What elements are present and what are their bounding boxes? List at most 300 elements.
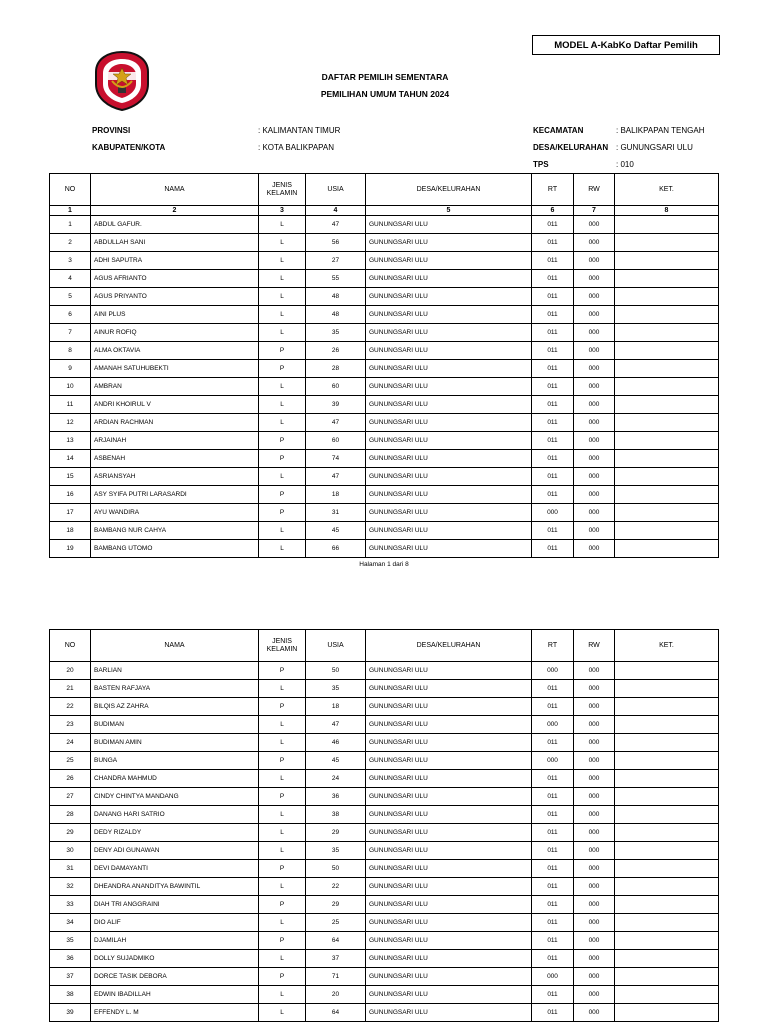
table-row <box>50 770 719 788</box>
cell-rt: 000 <box>532 752 574 770</box>
cell-usia: 71 <box>306 968 366 986</box>
cell-jenis-kelamin: L <box>259 806 306 824</box>
cell-usia: 45 <box>306 522 366 540</box>
cell-ket <box>615 716 719 734</box>
col-number: 5 <box>366 206 532 216</box>
col-header-jenis-kelamin: JENIS KELAMIN <box>259 174 306 206</box>
cell-desa: GUNUNGSARI ULU <box>366 878 532 896</box>
cell-usia: 47 <box>306 216 366 234</box>
cell-no: 39 <box>50 1004 91 1022</box>
cell-nama: ABDUL GAFUR. <box>91 216 259 234</box>
voter-table-page-1 <box>49 173 719 558</box>
cell-usia: 35 <box>306 842 366 860</box>
cell-ket <box>615 486 719 504</box>
cell-usia: 24 <box>306 770 366 788</box>
cell-ket <box>615 752 719 770</box>
cell-usia: 38 <box>306 806 366 824</box>
table-row <box>50 824 719 842</box>
cell-no: 9 <box>50 360 91 378</box>
cell-jenis-kelamin: L <box>259 914 306 932</box>
cell-rw: 000 <box>574 698 615 716</box>
table-row <box>50 752 719 770</box>
table-row <box>50 288 719 306</box>
cell-rt: 011 <box>532 1004 574 1022</box>
cell-desa: GUNUNGSARI ULU <box>366 860 532 878</box>
cell-rt: 011 <box>532 252 574 270</box>
cell-desa: GUNUNGSARI ULU <box>366 270 532 288</box>
table-row <box>50 698 719 716</box>
cell-desa: GUNUNGSARI ULU <box>366 968 532 986</box>
cell-desa: GUNUNGSARI ULU <box>366 378 532 396</box>
cell-rt: 011 <box>532 770 574 788</box>
cell-usia: 18 <box>306 698 366 716</box>
cell-usia: 22 <box>306 878 366 896</box>
cell-ket <box>615 788 719 806</box>
cell-jenis-kelamin: P <box>259 504 306 522</box>
col-number: 4 <box>306 206 366 216</box>
cell-no: 23 <box>50 716 91 734</box>
cell-nama: CHANDRA MAHMUD <box>91 770 259 788</box>
cell-no: 10 <box>50 378 91 396</box>
cell-desa: GUNUNGSARI ULU <box>366 680 532 698</box>
table-row <box>50 450 719 468</box>
table-row <box>50 662 719 680</box>
col-header-nama: NAMA <box>91 174 259 206</box>
cell-ket <box>615 450 719 468</box>
cell-nama: DIO ALIF <box>91 914 259 932</box>
cell-usia: 35 <box>306 324 366 342</box>
table-header-row <box>50 630 719 662</box>
cell-desa: GUNUNGSARI ULU <box>366 896 532 914</box>
cell-desa: GUNUNGSARI ULU <box>366 788 532 806</box>
cell-no: 21 <box>50 680 91 698</box>
table-row <box>50 378 719 396</box>
table-body-page-2 <box>50 662 719 1022</box>
cell-rw: 000 <box>574 1004 615 1022</box>
cell-usia: 66 <box>306 540 366 558</box>
cell-rw: 000 <box>574 932 615 950</box>
cell-nama: BUNGA <box>91 752 259 770</box>
cell-rt: 011 <box>532 306 574 324</box>
tps-value: : 010 <box>616 160 634 169</box>
cell-no: 15 <box>50 468 91 486</box>
table-row <box>50 968 719 986</box>
cell-usia: 39 <box>306 396 366 414</box>
cell-ket <box>615 432 719 450</box>
table-row <box>50 716 719 734</box>
cell-nama: AINUR ROFIQ <box>91 324 259 342</box>
cell-no: 11 <box>50 396 91 414</box>
cell-jenis-kelamin: P <box>259 788 306 806</box>
cell-desa: GUNUNGSARI ULU <box>366 914 532 932</box>
col-header-ket: KET. <box>615 174 719 206</box>
cell-jenis-kelamin: P <box>259 486 306 504</box>
cell-no: 27 <box>50 788 91 806</box>
col-header-nama: NAMA <box>91 630 259 662</box>
cell-no: 22 <box>50 698 91 716</box>
cell-rw: 000 <box>574 788 615 806</box>
table-row <box>50 234 719 252</box>
cell-desa: GUNUNGSARI ULU <box>366 432 532 450</box>
col-header-rt: RT <box>532 630 574 662</box>
cell-usia: 48 <box>306 288 366 306</box>
cell-rw: 000 <box>574 734 615 752</box>
cell-rt: 011 <box>532 806 574 824</box>
col-number: 1 <box>50 206 91 216</box>
cell-usia: 25 <box>306 914 366 932</box>
cell-nama: BUDIMAN AMIN <box>91 734 259 752</box>
cell-rw: 000 <box>574 486 615 504</box>
cell-desa: GUNUNGSARI ULU <box>366 540 532 558</box>
cell-rt: 011 <box>532 986 574 1004</box>
col-header-no: NO <box>50 630 91 662</box>
col-header-desa: DESA/KELURAHAN <box>366 630 532 662</box>
column-number-row <box>50 206 719 216</box>
cell-nama: BILQIS AZ ZAHRA <box>91 698 259 716</box>
cell-nama: ASRIANSYAH <box>91 468 259 486</box>
cell-nama: DIAH TRI ANGGRAINI <box>91 896 259 914</box>
cell-nama: CINDY CHINTYA MANDANG <box>91 788 259 806</box>
cell-rw: 000 <box>574 504 615 522</box>
cell-no: 35 <box>50 932 91 950</box>
cell-rw: 000 <box>574 252 615 270</box>
cell-rt: 011 <box>532 734 574 752</box>
cell-usia: 29 <box>306 896 366 914</box>
table-row <box>50 806 719 824</box>
cell-nama: BAMBANG NUR CAHYA <box>91 522 259 540</box>
cell-nama: ADHI SAPUTRA <box>91 252 259 270</box>
cell-ket <box>615 396 719 414</box>
table-row <box>50 504 719 522</box>
cell-ket <box>615 252 719 270</box>
table-row <box>50 324 719 342</box>
cell-no: 25 <box>50 752 91 770</box>
cell-nama: AYU WANDIRA <box>91 504 259 522</box>
cell-no: 20 <box>50 662 91 680</box>
cell-desa: GUNUNGSARI ULU <box>366 734 532 752</box>
cell-usia: 64 <box>306 1004 366 1022</box>
cell-jenis-kelamin: P <box>259 360 306 378</box>
cell-desa: GUNUNGSARI ULU <box>366 288 532 306</box>
cell-desa: GUNUNGSARI ULU <box>366 306 532 324</box>
col-number: 6 <box>532 206 574 216</box>
table-row <box>50 950 719 968</box>
cell-rt: 000 <box>532 662 574 680</box>
cell-jenis-kelamin: P <box>259 896 306 914</box>
desa-label: DESA/KELURAHAN <box>533 143 609 152</box>
cell-no: 36 <box>50 950 91 968</box>
cell-rt: 011 <box>532 216 574 234</box>
cell-nama: BAMBANG UTOMO <box>91 540 259 558</box>
cell-jenis-kelamin: L <box>259 252 306 270</box>
cell-rw: 000 <box>574 986 615 1004</box>
col-header-rw: RW <box>574 630 615 662</box>
cell-rw: 000 <box>574 324 615 342</box>
cell-rt: 011 <box>532 378 574 396</box>
cell-usia: 45 <box>306 752 366 770</box>
cell-desa: GUNUNGSARI ULU <box>366 662 532 680</box>
cell-usia: 36 <box>306 788 366 806</box>
cell-rw: 000 <box>574 216 615 234</box>
cell-jenis-kelamin: L <box>259 770 306 788</box>
table-row <box>50 252 719 270</box>
cell-jenis-kelamin: L <box>259 842 306 860</box>
table-row <box>50 680 719 698</box>
cell-rt: 011 <box>532 540 574 558</box>
cell-ket <box>615 842 719 860</box>
cell-rw: 000 <box>574 270 615 288</box>
cell-desa: GUNUNGSARI ULU <box>366 770 532 788</box>
cell-nama: AMANAH SATUHUBEKTI <box>91 360 259 378</box>
cell-no: 19 <box>50 540 91 558</box>
cell-jenis-kelamin: L <box>259 378 306 396</box>
cell-rw: 000 <box>574 414 615 432</box>
cell-no: 1 <box>50 216 91 234</box>
cell-rt: 011 <box>532 860 574 878</box>
cell-usia: 35 <box>306 680 366 698</box>
provinsi-label: PROVINSI <box>92 126 131 135</box>
cell-jenis-kelamin: L <box>259 1004 306 1022</box>
cell-desa: GUNUNGSARI ULU <box>366 234 532 252</box>
kecamatan-value: : BALIKPAPAN TENGAH <box>616 126 705 135</box>
cell-nama: ANDRI KHOIRUL V <box>91 396 259 414</box>
cell-rt: 011 <box>532 680 574 698</box>
cell-desa: GUNUNGSARI ULU <box>366 986 532 1004</box>
cell-desa: GUNUNGSARI ULU <box>366 522 532 540</box>
cell-jenis-kelamin: L <box>259 234 306 252</box>
cell-jenis-kelamin: L <box>259 306 306 324</box>
desa-value: : GUNUNGSARI ULU <box>616 143 693 152</box>
cell-ket <box>615 1004 719 1022</box>
cell-desa: GUNUNGSARI ULU <box>366 698 532 716</box>
table-row <box>50 522 719 540</box>
table-row <box>50 396 719 414</box>
cell-rt: 011 <box>532 878 574 896</box>
cell-rt: 011 <box>532 788 574 806</box>
cell-rw: 000 <box>574 842 615 860</box>
cell-rt: 011 <box>532 342 574 360</box>
table-row <box>50 468 719 486</box>
cell-rt: 011 <box>532 324 574 342</box>
cell-usia: 74 <box>306 450 366 468</box>
cell-no: 7 <box>50 324 91 342</box>
cell-rw: 000 <box>574 360 615 378</box>
cell-no: 18 <box>50 522 91 540</box>
cell-usia: 28 <box>306 360 366 378</box>
col-header-ket: KET. <box>615 630 719 662</box>
cell-no: 5 <box>50 288 91 306</box>
cell-no: 14 <box>50 450 91 468</box>
cell-jenis-kelamin: P <box>259 662 306 680</box>
col-header-usia: USIA <box>306 630 366 662</box>
cell-nama: DEDY RIZALDY <box>91 824 259 842</box>
cell-no: 30 <box>50 842 91 860</box>
cell-nama: ASBENAH <box>91 450 259 468</box>
col-header-rw: RW <box>574 174 615 206</box>
cell-desa: GUNUNGSARI ULU <box>366 504 532 522</box>
cell-rt: 011 <box>532 914 574 932</box>
cell-ket <box>615 468 719 486</box>
table-row <box>50 414 719 432</box>
cell-rw: 000 <box>574 306 615 324</box>
cell-ket <box>615 734 719 752</box>
cell-rt: 011 <box>532 450 574 468</box>
voter-table-page-2 <box>49 629 719 1022</box>
cell-usia: 60 <box>306 378 366 396</box>
cell-rw: 000 <box>574 968 615 986</box>
cell-usia: 27 <box>306 252 366 270</box>
cell-usia: 47 <box>306 468 366 486</box>
cell-usia: 46 <box>306 734 366 752</box>
cell-usia: 31 <box>306 504 366 522</box>
cell-nama: ASY SYIFA PUTRI LARASARDI <box>91 486 259 504</box>
col-header-jenis-kelamin: JENIS KELAMIN <box>259 630 306 662</box>
col-header-usia: USIA <box>306 174 366 206</box>
cell-desa: GUNUNGSARI ULU <box>366 486 532 504</box>
cell-nama: DHEANDRA ANANDITYA BAWINTIL <box>91 878 259 896</box>
cell-jenis-kelamin: L <box>259 468 306 486</box>
cell-desa: GUNUNGSARI ULU <box>366 824 532 842</box>
cell-rt: 011 <box>532 468 574 486</box>
cell-jenis-kelamin: L <box>259 878 306 896</box>
cell-rt: 011 <box>532 234 574 252</box>
cell-jenis-kelamin: L <box>259 986 306 1004</box>
cell-no: 31 <box>50 860 91 878</box>
cell-nama: BASTEN RAFJAYA <box>91 680 259 698</box>
cell-no: 16 <box>50 486 91 504</box>
cell-jenis-kelamin: L <box>259 414 306 432</box>
cell-nama: DJAMILAH <box>91 932 259 950</box>
cell-rt: 011 <box>532 360 574 378</box>
cell-ket <box>615 504 719 522</box>
cell-jenis-kelamin: P <box>259 752 306 770</box>
cell-jenis-kelamin: L <box>259 216 306 234</box>
cell-rt: 000 <box>532 968 574 986</box>
cell-rw: 000 <box>574 396 615 414</box>
cell-usia: 47 <box>306 414 366 432</box>
table-row <box>50 342 719 360</box>
cell-ket <box>615 680 719 698</box>
cell-rw: 000 <box>574 716 615 734</box>
cell-desa: GUNUNGSARI ULU <box>366 450 532 468</box>
cell-no: 24 <box>50 734 91 752</box>
cell-rt: 011 <box>532 950 574 968</box>
cell-desa: GUNUNGSARI ULU <box>366 842 532 860</box>
cell-jenis-kelamin: P <box>259 698 306 716</box>
cell-jenis-kelamin: L <box>259 540 306 558</box>
table-row <box>50 216 719 234</box>
cell-rw: 000 <box>574 950 615 968</box>
cell-ket <box>615 216 719 234</box>
kecamatan-label: KECAMATAN <box>533 126 584 135</box>
cell-rw: 000 <box>574 680 615 698</box>
table-body-page-1 <box>50 216 719 558</box>
table-row <box>50 914 719 932</box>
cell-rt: 011 <box>532 270 574 288</box>
cell-usia: 55 <box>306 270 366 288</box>
cell-no: 32 <box>50 878 91 896</box>
cell-rw: 000 <box>574 468 615 486</box>
cell-no: 26 <box>50 770 91 788</box>
cell-usia: 50 <box>306 662 366 680</box>
cell-no: 33 <box>50 896 91 914</box>
col-header-rt: RT <box>532 174 574 206</box>
cell-rt: 011 <box>532 824 574 842</box>
cell-rw: 000 <box>574 770 615 788</box>
cell-rt: 011 <box>532 288 574 306</box>
cell-nama: AMBRAN <box>91 378 259 396</box>
cell-no: 4 <box>50 270 91 288</box>
cell-nama: ARJAINAH <box>91 432 259 450</box>
cell-rt: 011 <box>532 486 574 504</box>
cell-ket <box>615 540 719 558</box>
cell-usia: 47 <box>306 716 366 734</box>
cell-rw: 000 <box>574 662 615 680</box>
cell-ket <box>615 414 719 432</box>
kabkota-label: KABUPATEN/KOTA <box>92 143 166 152</box>
cell-no: 6 <box>50 306 91 324</box>
col-header-no: NO <box>50 174 91 206</box>
cell-jenis-kelamin: P <box>259 342 306 360</box>
cell-rw: 000 <box>574 878 615 896</box>
kabkota-value: : KOTA BALIKPAPAN <box>258 143 335 152</box>
col-header-desa: DESA/KELURAHAN <box>366 174 532 206</box>
cell-nama: AGUS AFRIANTO <box>91 270 259 288</box>
cell-ket <box>615 860 719 878</box>
cell-ket <box>615 932 719 950</box>
table-row <box>50 860 719 878</box>
table-header-row <box>50 174 719 206</box>
kpu-logo <box>92 50 152 112</box>
cell-nama: EDWIN IBADILLAH <box>91 986 259 1004</box>
cell-desa: GUNUNGSARI ULU <box>366 1004 532 1022</box>
cell-desa: GUNUNGSARI ULU <box>366 216 532 234</box>
col-number: 3 <box>259 206 306 216</box>
cell-usia: 60 <box>306 432 366 450</box>
cell-usia: 37 <box>306 950 366 968</box>
cell-rt: 011 <box>532 896 574 914</box>
cell-ket <box>615 378 719 396</box>
cell-jenis-kelamin: L <box>259 396 306 414</box>
table-row <box>50 734 719 752</box>
cell-ket <box>615 234 719 252</box>
cell-nama: DENY ADI GUNAWAN <box>91 842 259 860</box>
cell-no: 8 <box>50 342 91 360</box>
cell-ket <box>615 698 719 716</box>
cell-nama: DEVI DAMAYANTI <box>91 860 259 878</box>
cell-ket <box>615 986 719 1004</box>
cell-rw: 000 <box>574 914 615 932</box>
cell-usia: 48 <box>306 306 366 324</box>
provinsi-value: : KALIMANTAN TIMUR <box>258 126 341 135</box>
cell-rw: 000 <box>574 342 615 360</box>
cell-rt: 011 <box>532 414 574 432</box>
cell-no: 34 <box>50 914 91 932</box>
cell-rt: 000 <box>532 504 574 522</box>
cell-no: 28 <box>50 806 91 824</box>
cell-desa: GUNUNGSARI ULU <box>366 716 532 734</box>
cell-desa: GUNUNGSARI ULU <box>366 806 532 824</box>
cell-ket <box>615 360 719 378</box>
cell-nama: BARLIAN <box>91 662 259 680</box>
cell-rw: 000 <box>574 752 615 770</box>
cell-ket <box>615 662 719 680</box>
cell-rw: 000 <box>574 522 615 540</box>
tps-label: TPS <box>533 160 549 169</box>
cell-jenis-kelamin: L <box>259 734 306 752</box>
cell-desa: GUNUNGSARI ULU <box>366 752 532 770</box>
cell-desa: GUNUNGSARI ULU <box>366 360 532 378</box>
